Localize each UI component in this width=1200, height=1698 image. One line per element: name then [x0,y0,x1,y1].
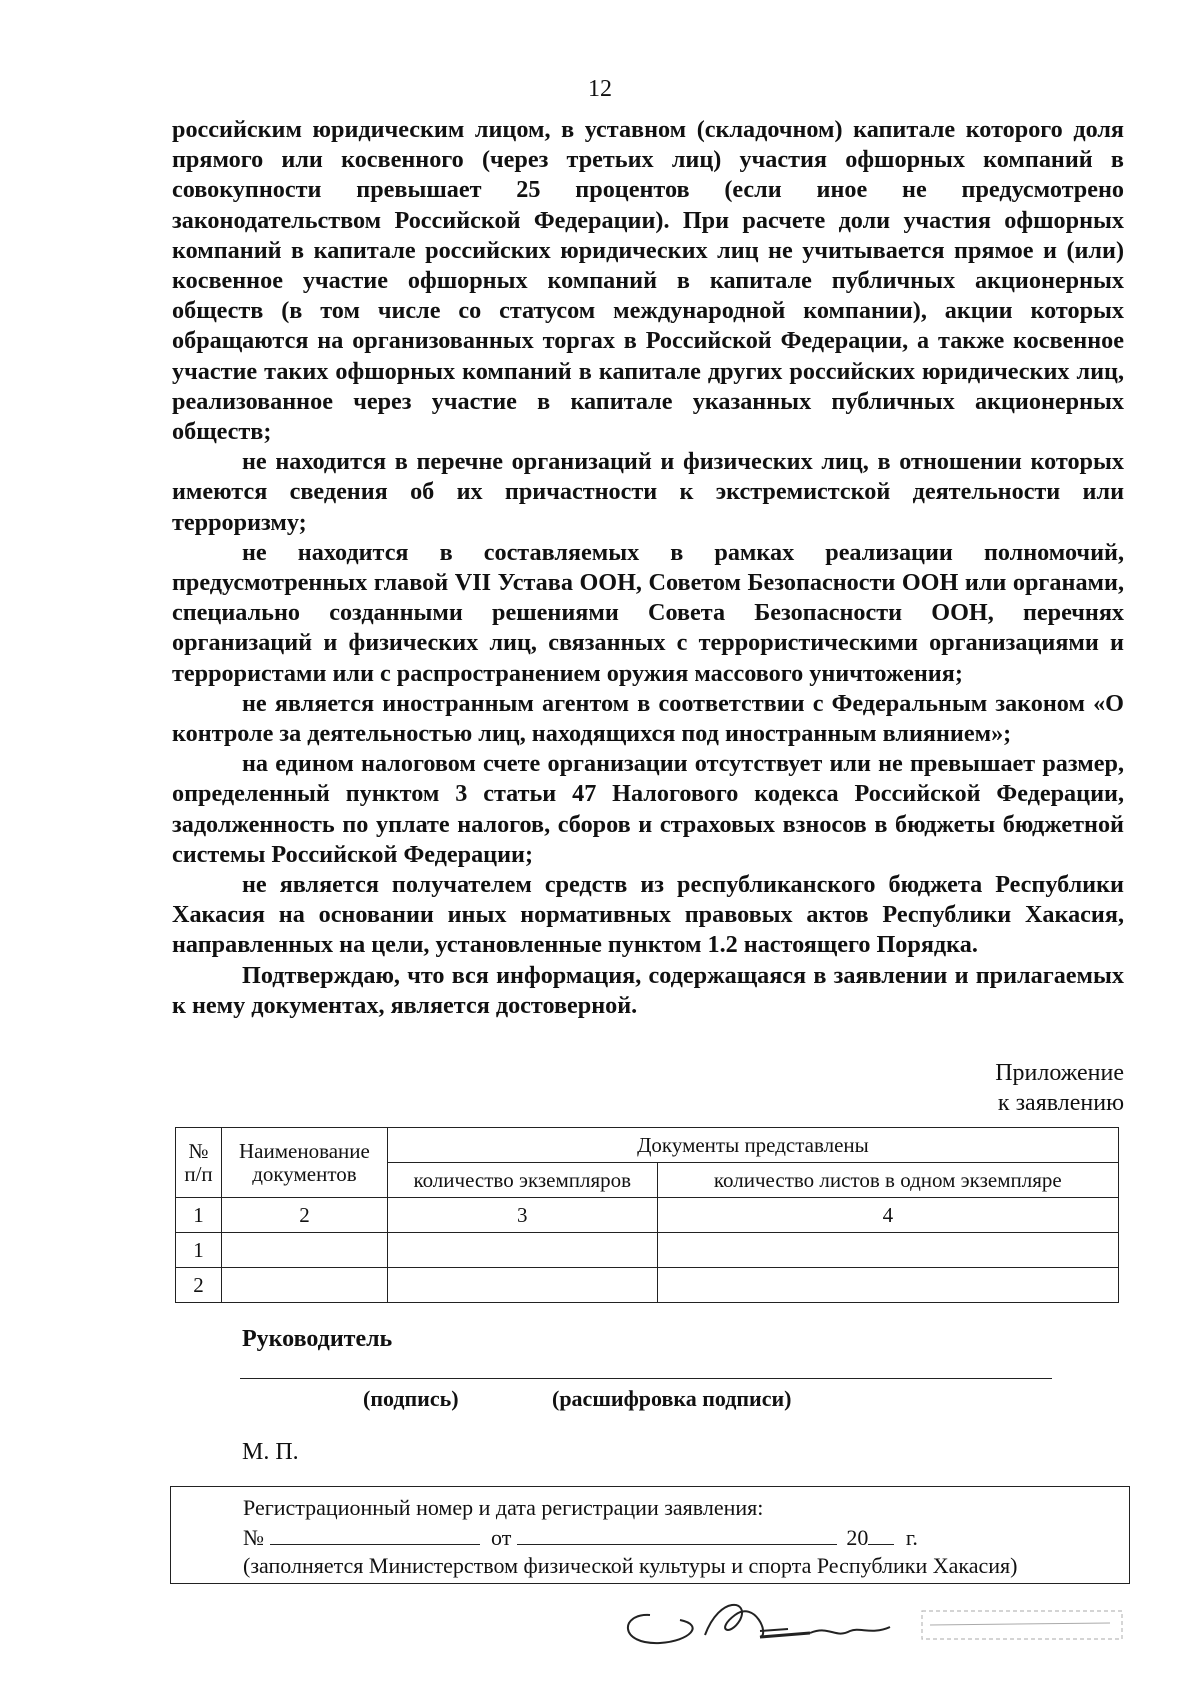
year-blank [868,1524,894,1545]
year-suffix: г. [905,1525,918,1550]
stamp-mark [920,1605,1130,1645]
table-cell: 2 [176,1268,222,1303]
page-number: 12 [588,76,612,102]
seal-place-label: М. П. [242,1439,299,1465]
signature-caption: (подпись) [363,1386,459,1411]
table-cell [657,1268,1118,1303]
paragraph-budget-recipient: не является получателем средств из республиканского бюджета Республики Хакасия на основании иных нормативных правовых актов Республики Хакасия, направленных на цели, установленные пунктом 1.2 настоящего Порядка. [172,871,1124,959]
date-blank [517,1524,837,1545]
registration-note: (заполняется Министерством физической культуры и спорта Республики Хакасия) [243,1553,1018,1578]
number-label: № [243,1525,264,1550]
table-row [176,1233,1119,1268]
documents-table [175,1127,1119,1303]
appendix-label [995,1058,1124,1118]
table-cell [221,1233,387,1268]
head-signature-title: Руководитель [242,1326,393,1352]
document-body [172,115,1124,1021]
table-cell: 3 [387,1198,657,1233]
paragraph-foreign-agent: не является иностранным агентом в соответствии с Федеральным законом «О контроле за деятельностью лиц, находящихся под иностранным влиянием»; [172,689,1124,748]
table-cell [657,1233,1118,1268]
table-cell: 1 [176,1198,222,1233]
registration-title: Регистрационный номер и дата регистрации заявления: [243,1495,764,1520]
paragraph-extremism: не находится в перечне организаций и физических лиц, в отношении которых имеются сведения об их причастности к экстремистской деятельности или терроризму; [172,448,1124,536]
header-copies-count: количество экземпляров [387,1163,657,1198]
header-documents-submitted: Документы представлены [387,1128,1118,1163]
signature-decode-caption: (расшифровка подписи) [552,1386,792,1411]
handwritten-signature [610,1575,900,1655]
signature-line [240,1378,1052,1379]
paragraph-tax-debt: на едином налоговом счете организации отсутствует или не превышает размер, определенный пунктом 3 статьи 47 Налогового кодекса Российской Федерации, задолженность по уплате налогов, сборов и страховых взносов в бюджеты бюджетной системы Российской Федерации; [172,750,1124,868]
header-sheets-count: количество листов в одном экземпляре [657,1163,1118,1198]
table-header-row [176,1128,1119,1163]
table-cell: 4 [657,1198,1118,1233]
header-number: № п/п [176,1128,222,1198]
table-cell: 1 [176,1233,222,1268]
table-cell [221,1268,387,1303]
appendix-line-1: Приложение [995,1060,1124,1086]
table-row [176,1268,1119,1303]
paragraph-offshore: российским юридическим лицом, в уставном (складочном) капитале которого доля прямого или косвенного (через третьих лиц) участия офшорных компаний в совокупности превышает 25 процентов (если иное не предусмотрено законодательством Российской Федерации). При расчете доли участия офшорных компаний в капитале российских юридических лиц не учитывается прямое и (или) косвенное участие офшорных компаний в капитале публичных акционерных обществ (в том числе со статусом международной компании), акции которых обращаются на организованных торгах в Российской Федерации, а также косвенное участие таких офшорных компаний в капитале других российских юридических лиц, реализованное через участие в капитале указанных публичных акционерных обществ; [172,116,1124,446]
table-row [176,1198,1119,1233]
registration-number-row [243,1523,918,1553]
from-label: от [491,1525,512,1550]
header-document-name: Наименование документов [221,1128,387,1198]
table-cell: 2 [221,1198,387,1233]
number-blank [270,1524,480,1545]
paragraph-confirmation: Подтверждаю, что вся информация, содержащаяся в заявлении и прилагаемых к нему документах, является достоверной. [172,961,1124,1019]
appendix-line-2: к заявлению [997,1090,1124,1116]
year-prefix: 20 [846,1525,869,1550]
table-cell [387,1233,657,1268]
paragraph-un-lists: не находится в составляемых в рамках реализации полномочий, предусмотренных главой VII Устава ООН, Советом Безопасности ООН или органами, специально созданными решениями Совета Безопасности ООН, перечнях организаций и физических лиц, связанных с террористическими организациями и террористами или с распространением оружия массового уничтожения; [172,538,1124,687]
registration-box [170,1486,1130,1584]
table-cell [387,1268,657,1303]
